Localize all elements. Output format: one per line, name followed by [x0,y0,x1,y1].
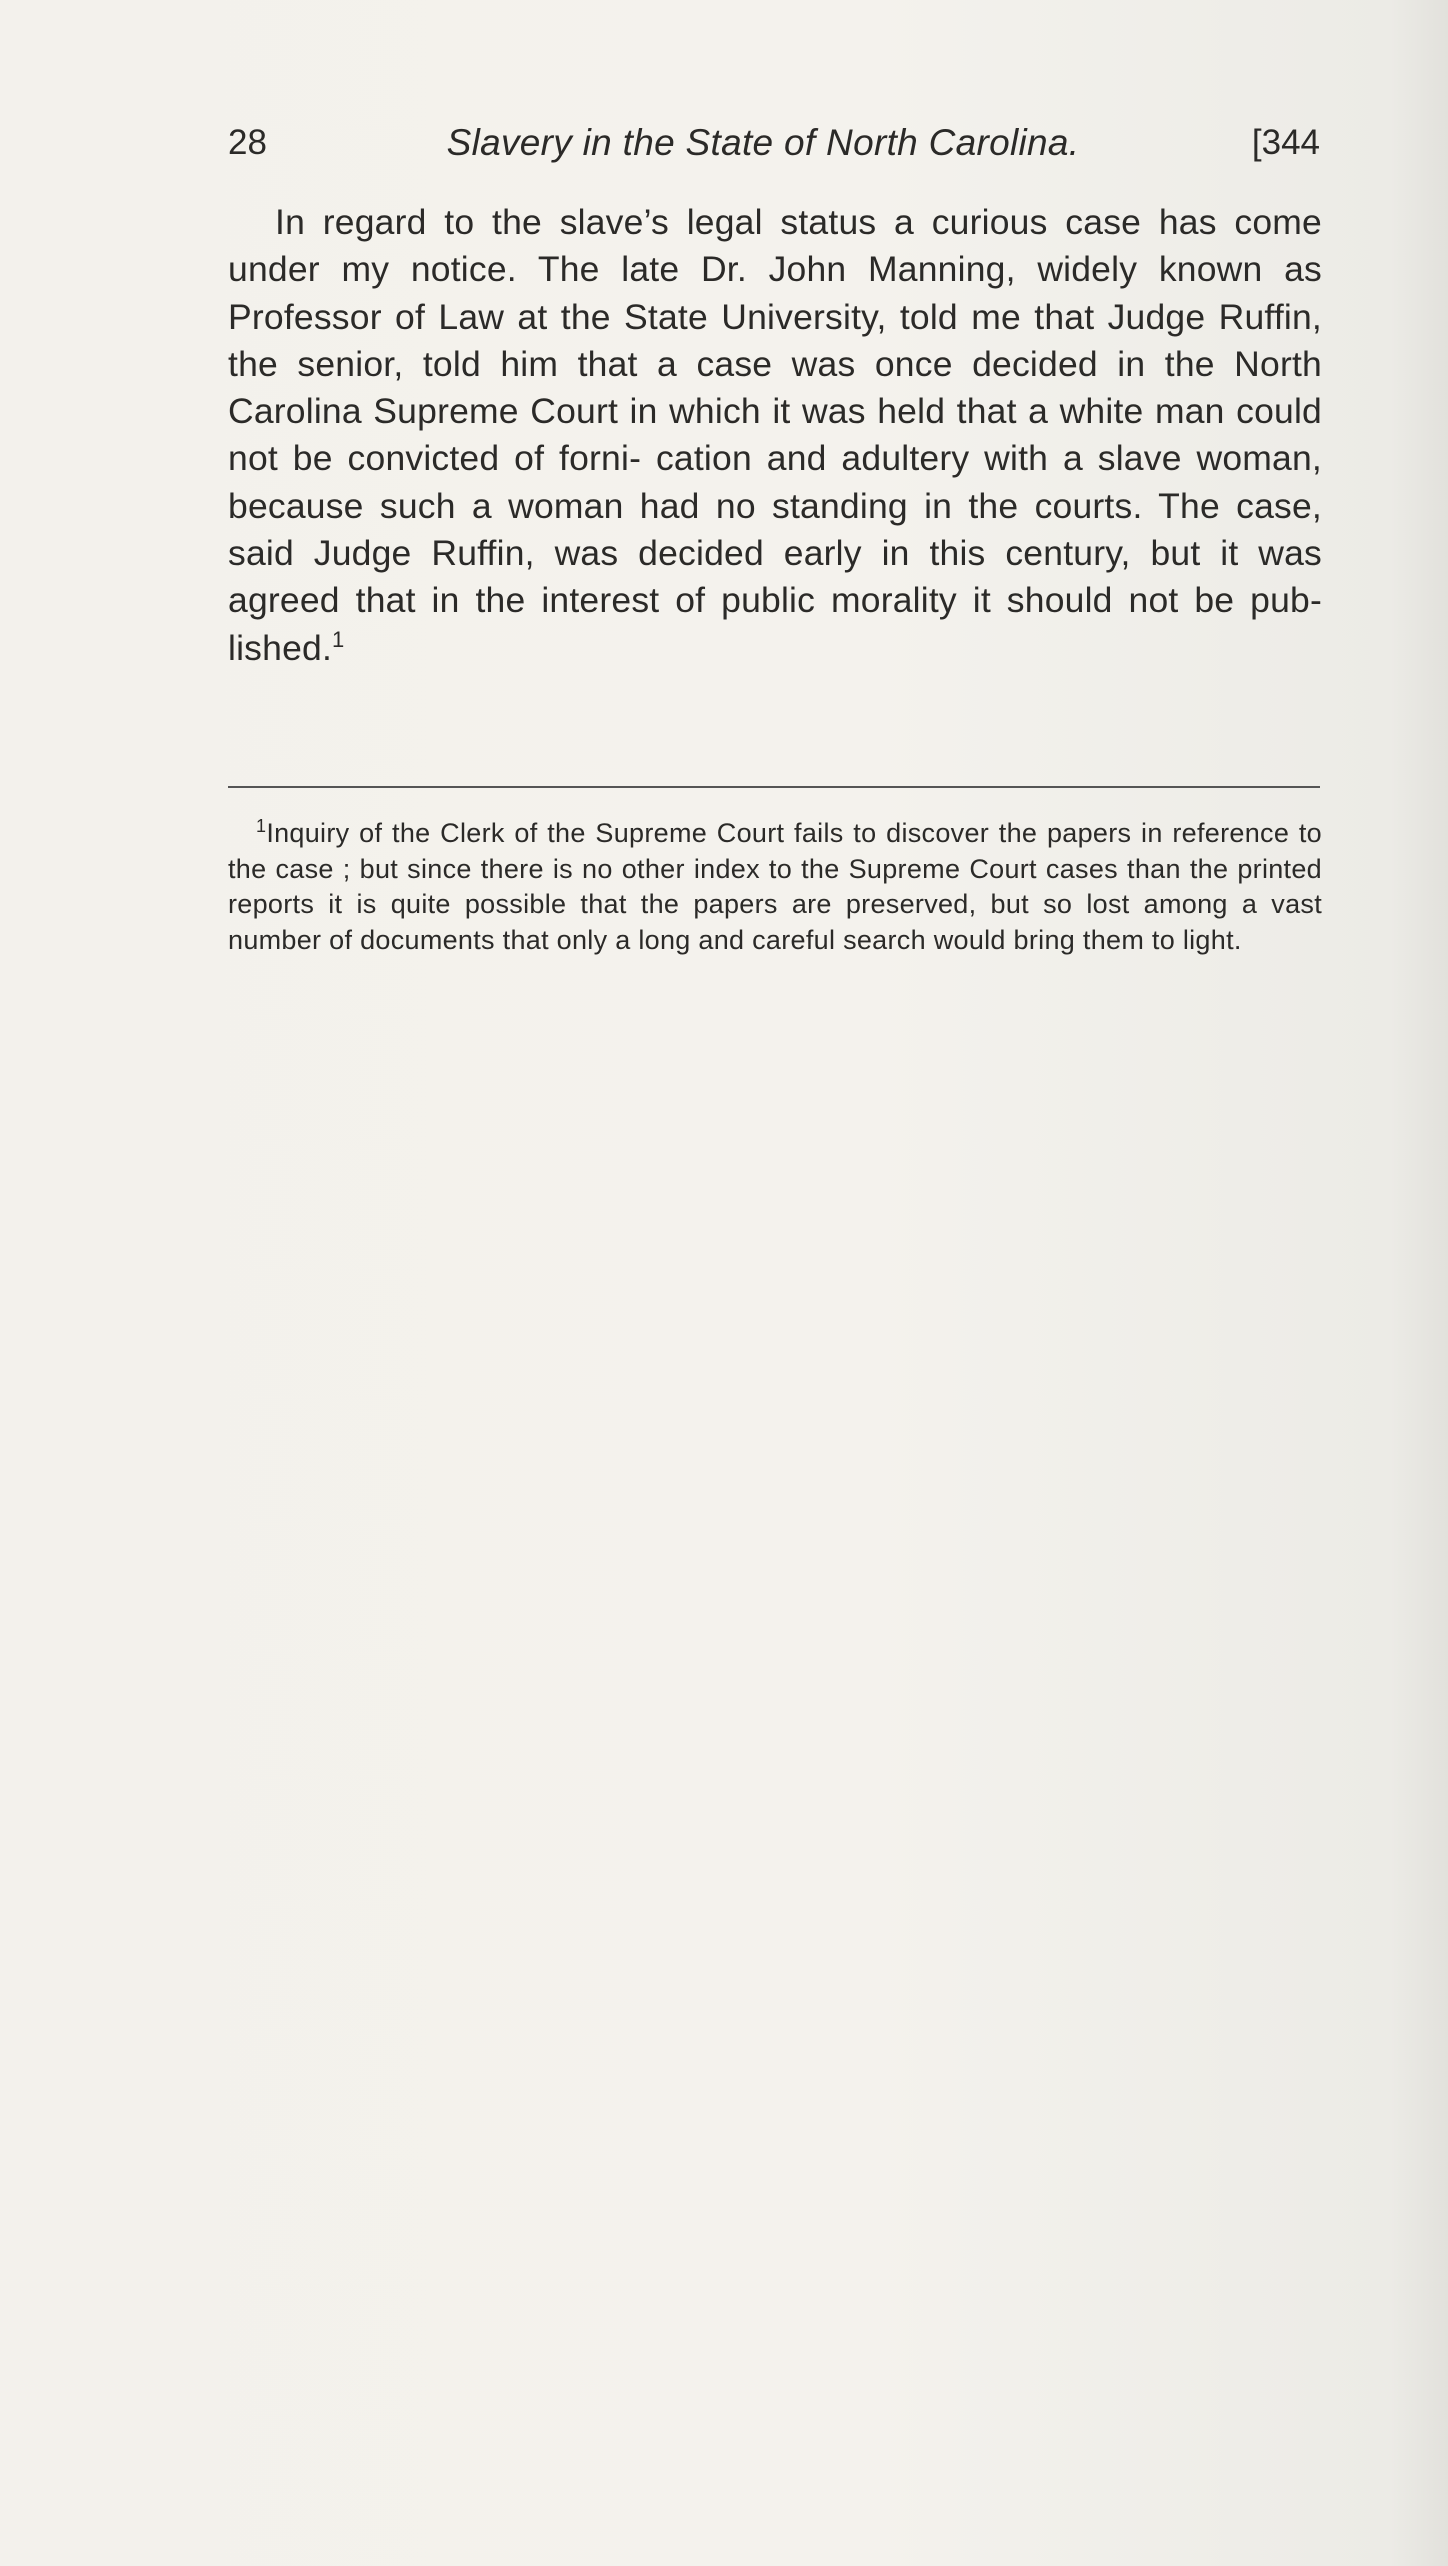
page-reference: [344 [1251,123,1320,162]
footnote-divider [228,786,1320,788]
body-paragraph [228,199,1322,672]
paragraph-text: In regard to the slave’s legal status a curious case has come under my notice. The late Dr. John Manning, widely known as Professor of Law at the State University, told me that Judge Ruffin, the senior, told him that a case was once decided in the North Carolina Supreme Court in which it was held that a white man could not be convicted of forni- cation and adultery with a slave woman, because such a woman had no standing in the courts. The case, said Judge Ruffin, was decided early in this century, but it was agreed that in the interest of public morality it should not be pub- lished. [228,202,1322,668]
running-title: Slavery in the State of North Carolina. [446,122,1080,163]
footnote-text: Inquiry of the Clerk of the Supreme Court fails to discover the papers in reference to the case ; but since there is no other index to the Supreme Court cases than the printed reports it is quite possible that the papers are preserved, but so lost among a vast number of documents that only a long and careful search would bring them to light. [228,818,1322,955]
footnote [228,816,1322,958]
footnote-reference: 1 [332,626,345,652]
footnote-marker: 1 [256,816,267,836]
page-number: 28 [228,123,267,162]
page-header [228,118,1320,168]
